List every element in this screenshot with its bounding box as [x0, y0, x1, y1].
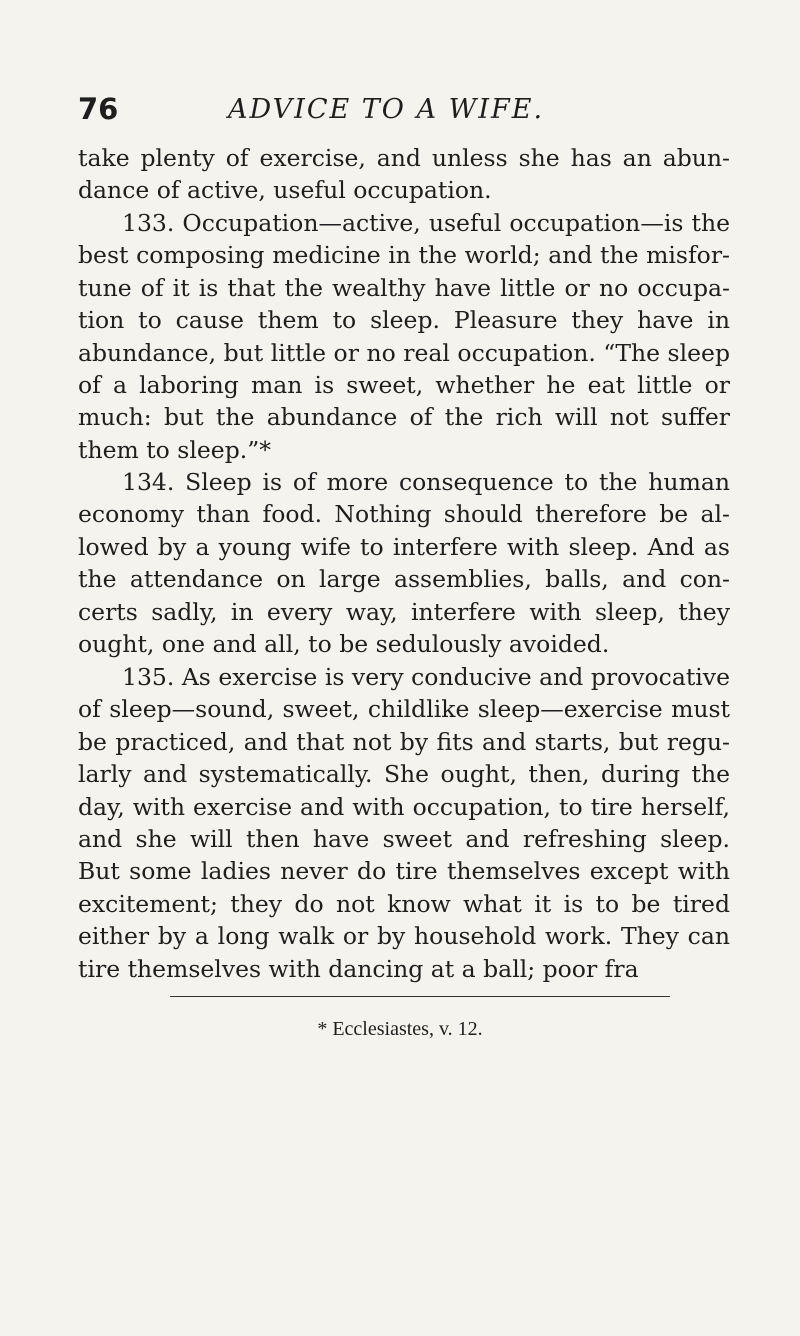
footnote: * Ecclesiastes, v. 12. [317, 1018, 483, 1040]
page-header [78, 92, 738, 132]
page-number: 76 [78, 92, 119, 126]
footnote-divider [170, 996, 670, 997]
paragraph-134: 134. Sleep is of more consequence to the human economy than food. Nothing should therefore be al- lowed by a young wife to interfere with sleep. And as the attendance on large assemblies, balls, and con- certs sadly, in every way, interfere with sleep, they ought, one and all, to be sedulously avoided. [78, 468, 730, 659]
running-title: ADVICE TO A WIFE. [228, 94, 545, 125]
paragraph-continuation: take plenty of exercise, and unless she has an abun- dance of active, useful occupation. [78, 144, 730, 205]
paragraph-133: 133. Occupation—active, useful occupation—is the best composing medicine in the world; and the misfor- tune of it is that the wealthy have little or no occupa- tion to cause them to sleep. Pleasure they have in abundance, but little or no real occupation. “The sleep of a laboring man is sweet, whether he eat little or much: but the abundance of the rich will not suffer them to sleep.”* [78, 209, 730, 464]
paragraph-135: 135. As exercise is very conducive and provocative of sleep—sound, sweet, childlike sleep—exercise must be practiced, and that not by fits and starts, but regu- larly and systematically. She ought, then, during the day, with exercise and with occupation, to tire herself, and she will then have sweet and refreshing sleep. But some ladies never do tire themselves except with excitement; they do not know what it is to be tired either by a long walk or by household work. They can tire themselves with dancing at a ball; poor fra [78, 663, 730, 983]
